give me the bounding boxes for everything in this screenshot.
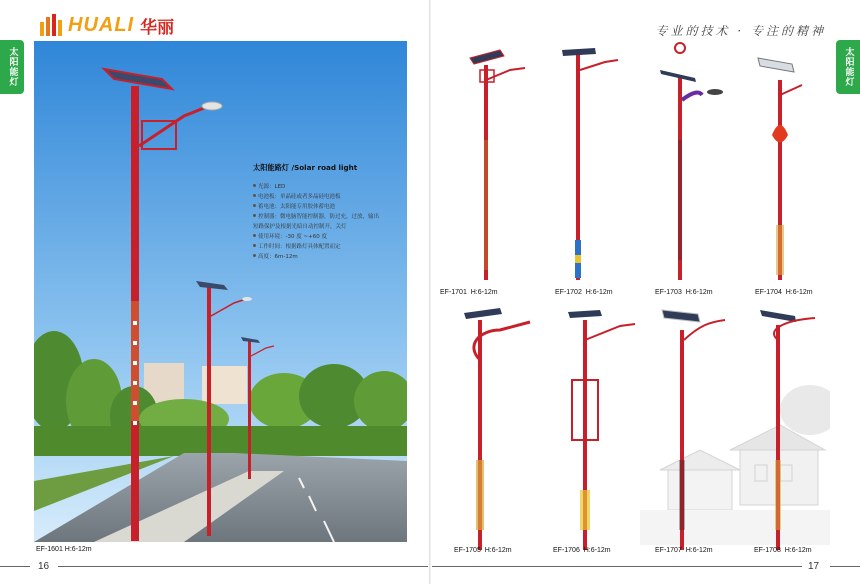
page-rule-right-2 (830, 566, 860, 567)
spec-line: 控制器：微电脑智能控制器，防过充，过放，输出 (253, 212, 413, 222)
pole-ef-1704 (758, 58, 802, 280)
pole-ef-1703 (660, 43, 723, 280)
page-gutter (429, 0, 431, 584)
brand-mark-icon (38, 12, 64, 38)
caption-ef-1707: EF-1707 H:6-12m (655, 547, 713, 554)
caption-ef-1705: EF-1705 H:6-12m (454, 547, 512, 554)
photo-caption: EF-1601 H:6-12m (36, 546, 92, 553)
caption-ef-1708: EF-1708 H:6-12m (754, 547, 812, 554)
page-rule-right (432, 566, 802, 567)
pole-ef-1706 (568, 310, 635, 550)
spec-line: 蓄电池：太阳能专用胶体蓄电池 (253, 202, 413, 212)
side-tab-right: 太阳能灯 (836, 40, 860, 94)
pole-ef-1702 (562, 48, 618, 280)
pole-ef-1701 (470, 50, 525, 280)
spec-line: 使用环境：-30 度 ~+60 度 (253, 232, 413, 242)
spec-line: 短路保护及根据光暗自动控制开，关灯 (253, 224, 347, 230)
page-number-left: 16 (38, 561, 50, 572)
page-rule-left-2 (58, 566, 428, 567)
page-number-right: 17 (808, 561, 820, 572)
spec-line: 电池板：单晶硅或者多晶硅电池板 (253, 192, 413, 202)
spec-line: 光源：LED (253, 182, 413, 192)
pole-ef-1705 (464, 308, 530, 550)
product-grid (440, 40, 835, 555)
slogan: 专业的技术 · 专注的精神 (655, 24, 826, 38)
street-photo (34, 41, 407, 542)
pole-ef-1708 (760, 310, 815, 550)
caption-ef-1703: EF-1703 H:6-12m (655, 289, 713, 296)
caption-ef-1701: EF-1701 H:6-12m (440, 289, 498, 296)
spec-title: 太阳能路灯 /Solar road light (253, 163, 358, 172)
caption-ef-1702: EF-1702 H:6-12m (555, 289, 613, 296)
brand-cn: 华丽 (140, 17, 175, 38)
spec-box (253, 163, 413, 262)
spec-line: 高度：6m-12m (253, 252, 413, 262)
page-rule-left (0, 566, 30, 567)
brand-word: HUALI (68, 13, 135, 36)
caption-ef-1706: EF-1706 H:6-12m (553, 547, 611, 554)
pole-ef-1707 (662, 310, 725, 550)
caption-ef-1704: EF-1704 H:6-12m (755, 289, 813, 296)
spec-line: 工作时间：根据路灯具体配置而定 (253, 242, 413, 252)
brand-logo (38, 10, 174, 40)
street-scene (34, 41, 407, 542)
side-tab-left: 太阳能灯 (0, 40, 24, 94)
